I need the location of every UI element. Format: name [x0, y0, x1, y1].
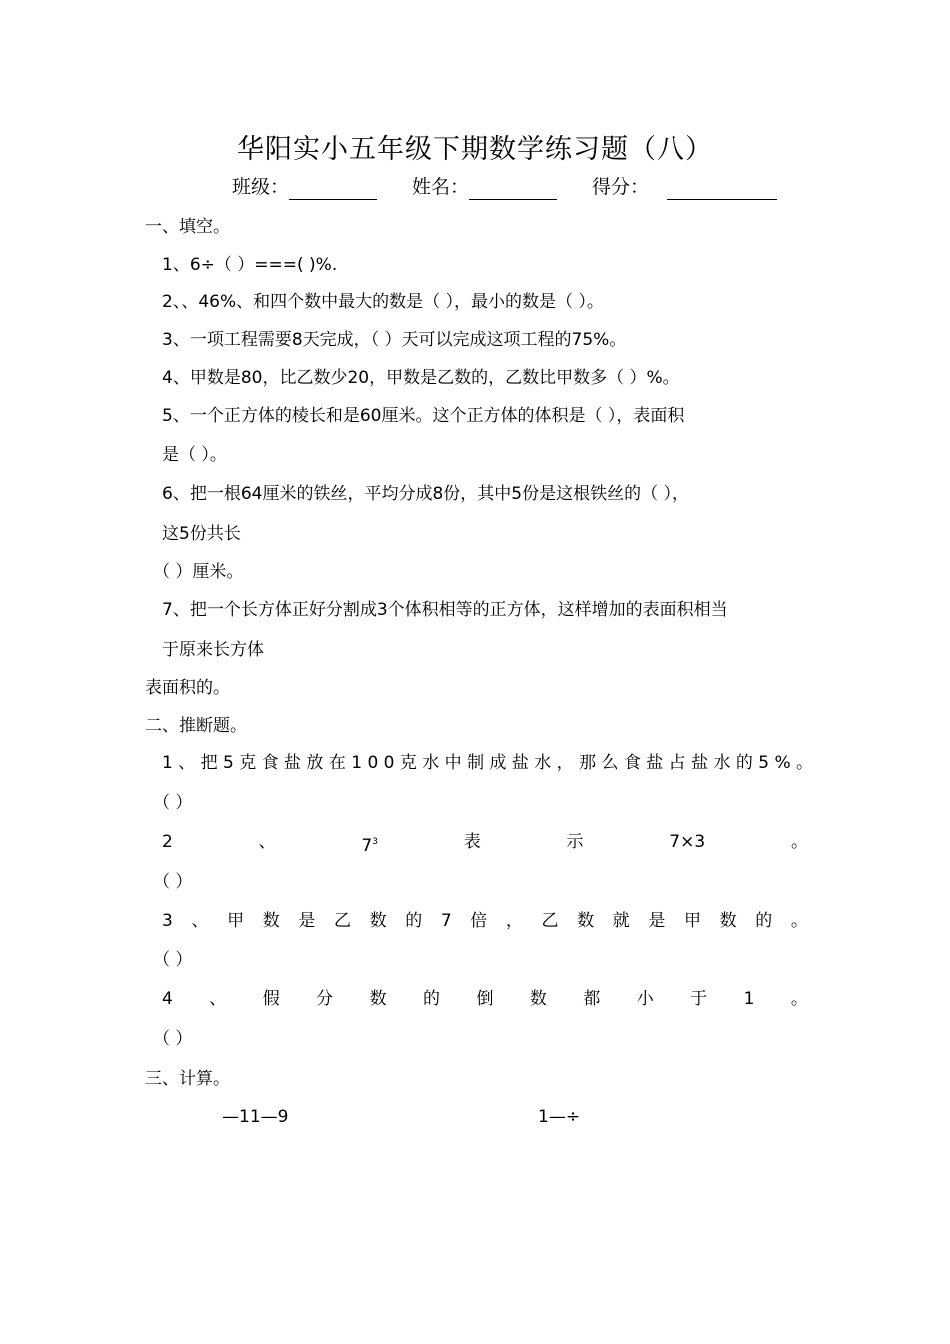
- justified-glyph: 数: [577, 911, 595, 931]
- class-field: [232, 174, 377, 200]
- name-field: [412, 174, 557, 200]
- justified-glyph: 的: [423, 989, 441, 1009]
- justified-glyph: 4: [162, 989, 173, 1009]
- justified-glyph: 。: [790, 911, 808, 931]
- question-1-7-line1: 7、把一个长方体正好分割成3个体积相等的正方体，这样增加的表面积相当: [162, 600, 728, 620]
- question-1-6-line2: 这5份共长: [162, 524, 241, 544]
- judge-2-expr: 7×3: [669, 832, 706, 852]
- page-title: 华阳实小五年级下期数学练习题（八）: [237, 134, 713, 165]
- calc-1: —11—9: [222, 1107, 289, 1127]
- judge-2-answer: （ ）: [153, 872, 193, 892]
- justified-glyph: 乙: [541, 911, 559, 931]
- justified-glyph: 、: [191, 911, 209, 931]
- justified-glyph: 。: [790, 989, 808, 1009]
- justified-glyph: 数: [369, 989, 387, 1009]
- judge-1-answer: （ ）: [153, 793, 193, 813]
- question-1-7-line3: 表面积的。: [145, 678, 230, 698]
- justified-glyph: 甲: [227, 911, 245, 931]
- justified-glyph: 数: [262, 911, 280, 931]
- judge-2-power: [361, 831, 378, 857]
- justified-glyph: 数: [369, 911, 387, 931]
- justified-glyph: 数: [719, 911, 737, 931]
- judge-3: [162, 910, 808, 932]
- justified-glyph: 是: [298, 911, 316, 931]
- section2-heading: 二、推断题。: [145, 716, 247, 736]
- justified-glyph: 的: [755, 911, 773, 931]
- question-1-6-line3: （ ）厘米。: [153, 562, 244, 582]
- calc-2: 1—÷: [538, 1107, 581, 1127]
- justified-glyph: 3: [162, 911, 173, 931]
- question-1-5-line1: 5、一个正方体的棱长和是60厘米。这个正方体的体积是（ ），表面积: [162, 406, 685, 426]
- judge-2-exponent: 3: [372, 837, 378, 847]
- score-label: 得分：: [592, 176, 650, 198]
- justified-glyph: 7: [440, 911, 452, 931]
- name-blank: [469, 179, 557, 200]
- justified-glyph: 的: [405, 911, 423, 931]
- question-1-6-line1: 6、把一根64厘米的铁丝，平均分成8份，其中5份是这根铁丝的（ ），: [162, 484, 689, 504]
- justified-glyph: 假: [262, 989, 280, 1009]
- judge-2-word2: 示: [566, 832, 584, 852]
- question-1-1: 1、6÷（ ）===( )%.: [162, 255, 338, 275]
- judge-2: [162, 831, 808, 857]
- justified-glyph: 甲: [684, 911, 702, 931]
- justified-glyph: 倍: [470, 911, 488, 931]
- justified-glyph: 1: [743, 989, 755, 1009]
- justified-glyph: 乙: [333, 911, 351, 931]
- score-field: [592, 174, 777, 200]
- question-1-5-line2: 是（ ）。: [162, 445, 227, 465]
- justified-glyph: 数: [529, 989, 547, 1009]
- judge-1: 1、把5克食盐放在100克水中制成盐水，那么食盐占盐水的5%。: [162, 753, 819, 773]
- justified-glyph: 倒: [476, 989, 494, 1009]
- justified-glyph: 分: [316, 989, 334, 1009]
- question-1-4: 4、甲数是80，比乙数少20，甲数是乙数的，乙数比甲数多（ ）%。: [162, 368, 680, 388]
- justified-glyph: ，: [505, 911, 523, 931]
- name-label: 姓名：: [412, 176, 470, 198]
- judge-2-end: 。: [790, 832, 808, 852]
- justified-glyph: 就: [612, 911, 630, 931]
- judge-2-word: 表: [463, 832, 481, 852]
- section1-heading: 一、填空。: [145, 217, 230, 237]
- judge-2-sep: 、: [258, 832, 276, 852]
- justified-glyph: 小: [636, 989, 654, 1009]
- score-blank: [667, 179, 777, 200]
- justified-glyph: 都: [583, 989, 601, 1009]
- judge-3-answer: （ ）: [153, 950, 193, 970]
- justified-glyph: 是: [648, 911, 666, 931]
- class-blank: [289, 179, 377, 200]
- judge-2-base: 7: [361, 836, 373, 856]
- judge-4: [162, 988, 808, 1010]
- question-1-3: 3、一项工程需要8天完成，（ ）天可以完成这项工程的75%。: [162, 330, 627, 350]
- judge-4-answer: （ ）: [153, 1029, 193, 1049]
- class-label: 班级：: [232, 176, 290, 198]
- justified-glyph: 于: [690, 989, 708, 1009]
- justified-glyph: 、: [209, 989, 227, 1009]
- question-1-2: 2、、46%、和四个数中最大的数是（ ），最小的数是（ ）。: [162, 292, 604, 312]
- question-1-7-line2: 于原来长方体: [162, 640, 264, 660]
- section3-heading: 三、计算。: [145, 1069, 230, 1089]
- judge-2-num: 2: [162, 832, 173, 852]
